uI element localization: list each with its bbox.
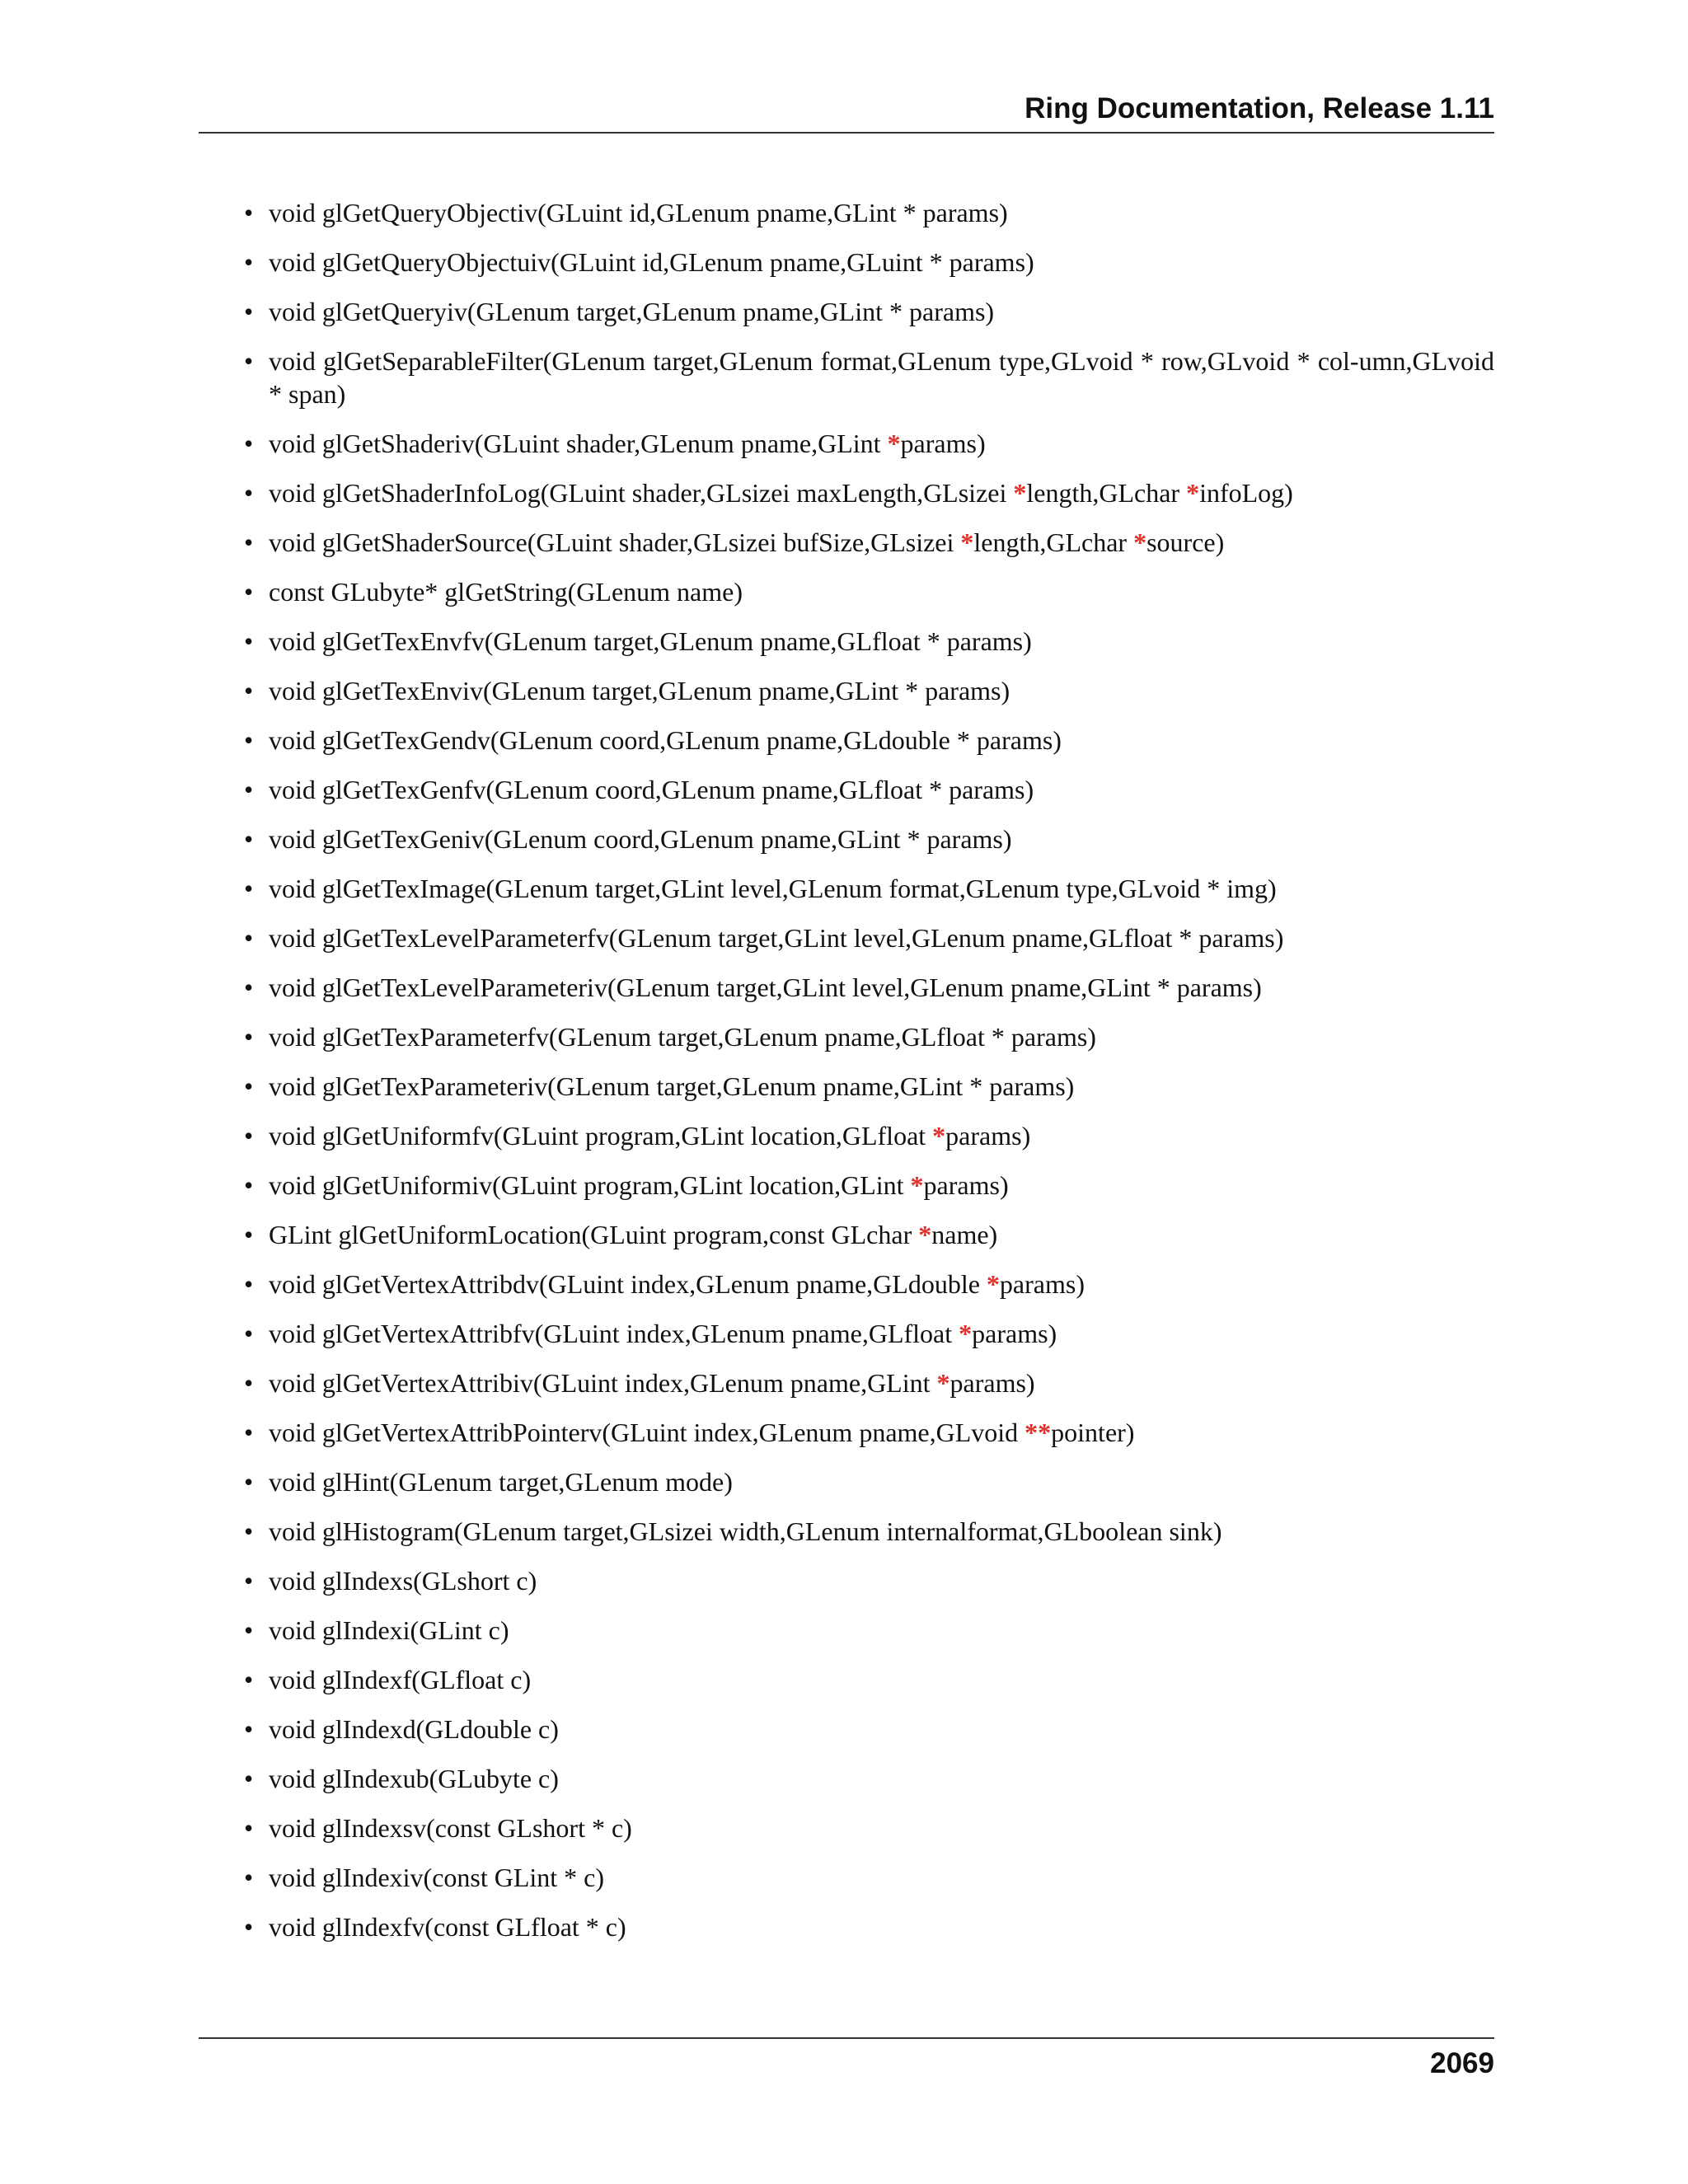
bullet-icon: •	[244, 972, 254, 1002]
function-signature	[269, 1764, 559, 1793]
bullet-icon: •	[244, 775, 254, 804]
bullet-icon: •	[244, 1220, 254, 1249]
function-signature	[269, 923, 1283, 953]
function-signature	[269, 874, 1277, 903]
function-signature	[269, 1813, 632, 1843]
list-item	[244, 196, 1494, 229]
function-signature	[269, 1368, 1035, 1398]
list-item	[244, 1169, 1494, 1202]
bullet-icon: •	[244, 1319, 254, 1348]
list-item	[244, 1268, 1494, 1301]
list-item	[244, 1465, 1494, 1498]
signature-text: pointer)	[1051, 1418, 1135, 1447]
list-item	[244, 1762, 1494, 1795]
signature-text: source)	[1146, 527, 1225, 557]
signature-text: void glIndexi(GLint c)	[269, 1615, 509, 1645]
bullet-icon: •	[244, 1615, 254, 1645]
signature-text: params)	[972, 1319, 1057, 1348]
signature-text: void glIndexsv(const GLshort * c)	[269, 1813, 632, 1843]
function-signature	[269, 1319, 1057, 1348]
function-signature	[269, 1615, 509, 1645]
list-item	[244, 526, 1494, 559]
signature-text: void glGetShaderSource(GLuint shader,GLsizei bufSize,GLsizei	[269, 527, 961, 557]
bullet-icon: •	[244, 1863, 254, 1892]
list-item	[244, 823, 1494, 855]
list-item	[244, 1811, 1494, 1844]
list-item	[244, 921, 1494, 954]
list-item	[244, 1416, 1494, 1449]
page-content	[244, 196, 1494, 1960]
signature-text: void glGetShaderInfoLog(GLuint shader,GLsizei maxLength,GLsizei	[269, 478, 1014, 508]
signature-text: GLint glGetUniformLocation(GLuint program,const GLchar	[269, 1220, 919, 1249]
function-signature	[269, 1714, 559, 1744]
bullet-icon: •	[244, 1269, 254, 1299]
function-signature	[269, 1071, 1074, 1101]
page-number: 2069	[1430, 2047, 1494, 2079]
signature-text: void glIndexiv(const GLint * c)	[269, 1863, 605, 1892]
signature-text: void glGetTexParameterfv(GLenum target,GLenum pname,GLfloat * params)	[269, 1022, 1096, 1052]
signature-text: void glIndexs(GLshort c)	[269, 1566, 537, 1596]
pointer-star: *	[960, 527, 974, 557]
signature-text: void glGetSeparableFilter(GLenum target,GLenum format,GLenum type,GLvoid * row,GLvoid * col-umn,GLvoid * span)	[269, 346, 1494, 409]
list-item	[244, 674, 1494, 707]
signature-text: const GLubyte* glGetString(GLenum name)	[269, 577, 743, 607]
signature-text: void glIndexf(GLfloat c)	[269, 1665, 532, 1694]
list-item	[244, 427, 1494, 460]
bullet-icon: •	[244, 1071, 254, 1101]
bullet-icon: •	[244, 1121, 254, 1151]
bullet-icon: •	[244, 297, 254, 326]
function-signature	[269, 775, 1034, 804]
bullet-icon: •	[244, 626, 254, 656]
bullet-icon: •	[244, 1566, 254, 1596]
bullet-icon: •	[244, 478, 254, 508]
function-signature	[269, 1170, 1009, 1200]
bullet-icon: •	[244, 346, 254, 376]
bullet-icon: •	[244, 874, 254, 903]
signature-text: void glGetVertexAttribPointerv(GLuint index,GLenum pname,GLvoid	[269, 1418, 1025, 1447]
signature-text: void glGetQueryiv(GLenum target,GLenum pname,GLint * params)	[269, 297, 995, 326]
signature-text: params)	[999, 1269, 1085, 1299]
function-signature	[269, 1022, 1096, 1052]
signature-text: void glGetTexLevelParameteriv(GLenum target,GLint level,GLenum pname,GLint * params)	[269, 972, 1262, 1002]
pointer-star: *	[959, 1319, 973, 1348]
function-signature	[269, 346, 1494, 409]
bullet-icon: •	[244, 1467, 254, 1497]
bullet-icon: •	[244, 527, 254, 557]
signature-text: void glGetTexParameteriv(GLenum target,GLenum pname,GLint * params)	[269, 1071, 1075, 1101]
function-signature	[269, 1566, 537, 1596]
signature-text: void glHint(GLenum target,GLenum mode)	[269, 1467, 733, 1497]
bullet-icon: •	[244, 923, 254, 953]
signature-text: void glGetVertexAttribfv(GLuint index,GLenum pname,GLfloat	[269, 1319, 959, 1348]
signature-text: void glGetUniformfv(GLuint program,GLint location,GLfloat	[269, 1121, 933, 1151]
signature-text: void glIndexub(GLubyte c)	[269, 1764, 559, 1793]
list-item	[244, 1515, 1494, 1548]
document-title: Ring Documentation, Release 1.11	[1025, 92, 1494, 124]
signature-text: void glGetTexGenfv(GLenum coord,GLenum pname,GLfloat * params)	[269, 775, 1034, 804]
list-item	[244, 295, 1494, 328]
pointer-star: **	[1025, 1418, 1052, 1447]
bullet-icon: •	[244, 676, 254, 705]
function-signature	[269, 1665, 531, 1694]
bullet-icon: •	[244, 1714, 254, 1744]
signature-text: void glGetShaderiv(GLuint shader,GLenum pname,GLint	[269, 429, 888, 458]
signature-text: void glGetTexEnvfv(GLenum target,GLenum pname,GLfloat * params)	[269, 626, 1032, 656]
list-item	[244, 1317, 1494, 1350]
function-signature	[269, 1912, 626, 1942]
function-signature	[269, 527, 1224, 557]
function-signature	[269, 297, 994, 326]
signature-text: void glIndexfv(const GLfloat * c)	[269, 1912, 626, 1942]
pointer-star: *	[887, 429, 901, 458]
bullet-icon: •	[244, 1170, 254, 1200]
function-signature	[269, 725, 1062, 755]
bullet-icon: •	[244, 1764, 254, 1793]
list-item	[244, 1861, 1494, 1894]
function-signature	[269, 198, 1008, 227]
bullet-icon: •	[244, 577, 254, 607]
function-signature	[269, 1220, 997, 1249]
signature-text: params)	[923, 1170, 1009, 1200]
pointer-star: *	[1133, 527, 1147, 557]
list-item	[244, 1910, 1494, 1943]
signature-text: void glIndexd(GLdouble c)	[269, 1714, 559, 1744]
signature-text: params)	[950, 1368, 1035, 1398]
list-item	[244, 1663, 1494, 1696]
list-item	[244, 344, 1494, 410]
pointer-star: *	[932, 1121, 946, 1151]
signature-text: name)	[931, 1220, 998, 1249]
signature-text: void glGetVertexAttribdv(GLuint index,GLenum pname,GLdouble	[269, 1269, 987, 1299]
bullet-icon: •	[244, 1022, 254, 1052]
list-item	[244, 1218, 1494, 1251]
signature-text: void glGetVertexAttribiv(GLuint index,GLenum pname,GLint	[269, 1368, 937, 1398]
signature-text: length,GLchar	[973, 527, 1134, 557]
function-signature	[269, 478, 1293, 508]
list-item	[244, 1614, 1494, 1647]
page-header	[199, 92, 1494, 134]
function-signature	[269, 1863, 604, 1892]
function-signature	[269, 972, 1262, 1002]
list-item	[244, 1020, 1494, 1053]
list-item	[244, 1070, 1494, 1103]
bullet-icon: •	[244, 198, 254, 227]
list-item	[244, 971, 1494, 1004]
function-signature	[269, 676, 1010, 705]
function-signature	[269, 626, 1032, 656]
function-signature	[269, 577, 743, 607]
signature-text: void glGetTexImage(GLenum target,GLint level,GLenum format,GLenum type,GLvoid * img)	[269, 874, 1277, 903]
list-item	[244, 575, 1494, 608]
bullet-icon: •	[244, 1813, 254, 1843]
bullet-icon: •	[244, 1368, 254, 1398]
list-item	[244, 476, 1494, 509]
bullet-icon: •	[244, 1516, 254, 1546]
pointer-star: *	[1013, 478, 1027, 508]
function-signature	[269, 1121, 1030, 1151]
function-signature	[269, 1516, 1221, 1546]
signature-text: void glHistogram(GLenum target,GLsizei width,GLenum internalformat,GLboolean sink)	[269, 1516, 1222, 1546]
bullet-icon: •	[244, 429, 254, 458]
pointer-star: *	[936, 1368, 950, 1398]
signature-text: void glGetTexEnviv(GLenum target,GLenum pname,GLint * params)	[269, 676, 1010, 705]
function-signature	[269, 1269, 1085, 1299]
list-item	[244, 1366, 1494, 1399]
signature-text: params)	[900, 429, 986, 458]
pointer-star: *	[986, 1269, 1000, 1299]
list-item	[244, 1564, 1494, 1597]
signature-text: void glGetQueryObjectiv(GLuint id,GLenum pname,GLint * params)	[269, 198, 1008, 227]
list-item	[244, 1713, 1494, 1746]
list-item	[244, 773, 1494, 806]
function-signature	[269, 247, 1034, 277]
function-signature	[269, 1467, 733, 1497]
list-item	[244, 246, 1494, 279]
list-item	[244, 724, 1494, 757]
page-footer	[199, 2037, 1494, 2079]
signature-text: length,GLchar	[1026, 478, 1187, 508]
list-item	[244, 625, 1494, 658]
function-list	[244, 196, 1494, 1943]
bullet-icon: •	[244, 824, 254, 854]
list-item	[244, 1119, 1494, 1152]
function-signature	[269, 1418, 1134, 1447]
function-signature	[269, 429, 986, 458]
signature-text: void glGetQueryObjectuiv(GLuint id,GLenum pname,GLuint * params)	[269, 247, 1034, 277]
bullet-icon: •	[244, 1418, 254, 1447]
function-signature	[269, 824, 1012, 854]
bullet-icon: •	[244, 1912, 254, 1942]
signature-text: void glGetTexLevelParameterfv(GLenum target,GLint level,GLenum pname,GLfloat * params)	[269, 923, 1284, 953]
signature-text: void glGetTexGeniv(GLenum coord,GLenum pname,GLint * params)	[269, 824, 1012, 854]
pointer-star: *	[910, 1170, 924, 1200]
bullet-icon: •	[244, 247, 254, 277]
bullet-icon: •	[244, 1665, 254, 1694]
pointer-star: *	[918, 1220, 932, 1249]
signature-text: infoLog)	[1199, 478, 1293, 508]
signature-text: params)	[945, 1121, 1031, 1151]
signature-text: void glGetUniformiv(GLuint program,GLint location,GLint	[269, 1170, 911, 1200]
bullet-icon: •	[244, 725, 254, 755]
signature-text: void glGetTexGendv(GLenum coord,GLenum pname,GLdouble * params)	[269, 725, 1062, 755]
pointer-star: *	[1186, 478, 1200, 508]
list-item	[244, 872, 1494, 905]
